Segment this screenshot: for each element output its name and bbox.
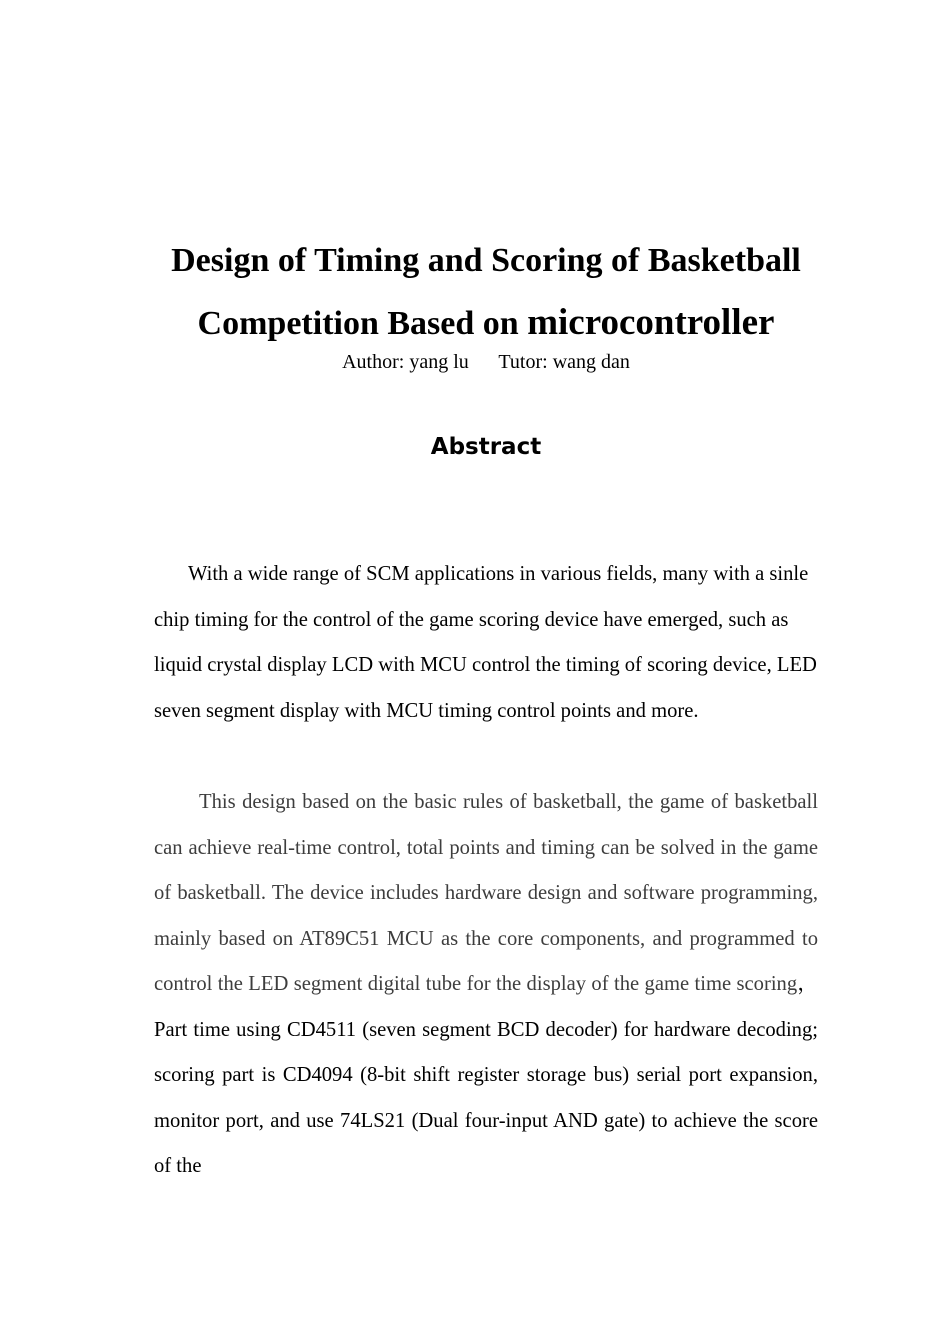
abstract-heading: Abstract <box>430 434 542 460</box>
abstract-paragraph-2-separator: ， <box>797 973 818 995</box>
abstract-paragraph-2-part1: This design based on the basic rules of basketball, the game of basketball can achieve real-time control, total points and timing can be solved in the game of basketball. The device includes hardware design and software programming, mainly based on AT89C51 MCU as the core components, and programmed to control the LED segment digital tube for the display of the game time scoring <box>154 791 818 995</box>
author-name: Author: yang lu <box>342 351 469 373</box>
abstract-paragraph-1: With a wide range of SCM applications in various fields, many with a sinle chip timing for the control of the game scoring device have emerged, such as liquid crystal display LCD with MCU control the timing of scoring device, LED seven segment display with MCU timing control points and more. <box>154 563 817 722</box>
abstract-paragraph-2 <box>154 780 818 1190</box>
paper-title-line1: Design of Timing and Scoring of Basketball <box>171 242 801 279</box>
tutor-name: Tutor: wang dan <box>498 351 630 373</box>
paper-title <box>140 230 832 355</box>
paper-title-line2-tail: microcontroller <box>527 302 775 343</box>
byline <box>140 348 832 376</box>
paper-title-line2-prefix: Competition Based on <box>197 305 528 342</box>
abstract-paragraph-2-part2: Part time using CD4511 (seven segment BCD decoder) for hardware decoding; scoring part is CD4094 (8-bit shift register storage bus) serial port expansion, monitor port, and use 74LS21 (Dual four-input AND gate) to achieve the score of the <box>154 1018 818 1177</box>
